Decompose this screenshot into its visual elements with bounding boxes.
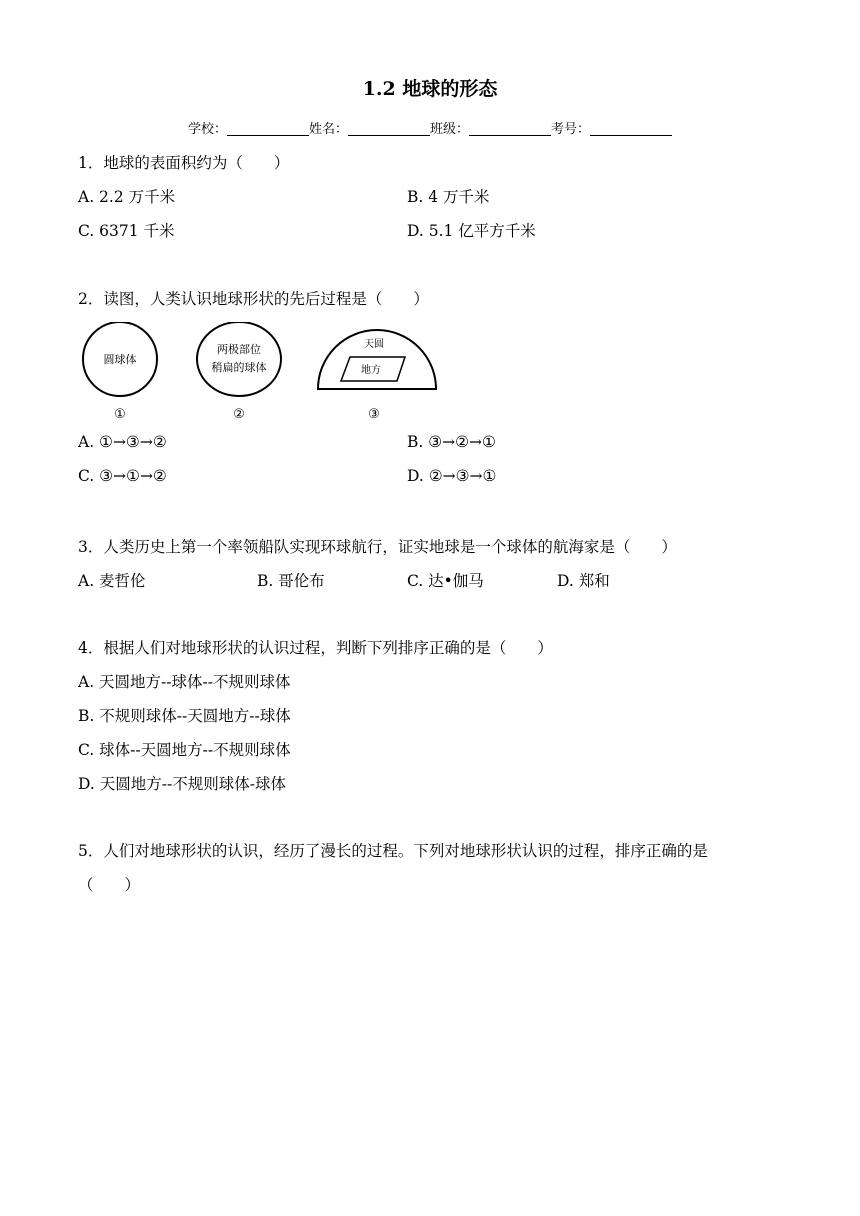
question-1-option-a[interactable]: A. 2.2 万千米 [78, 188, 176, 206]
question-4-option-d[interactable]: D. 天圆地方--不规则球体-球体 [78, 775, 286, 793]
earth-shape-diagram [78, 322, 448, 422]
question-3-option-b[interactable]: B. 哥伦布 [257, 572, 325, 590]
question-2-stem: 2．读图，人类认识地球形状的先后过程是（ ） [78, 290, 429, 308]
question-4-stem: 4．根据人们对地球形状的认识过程，判断下列排序正确的是（ ） [78, 639, 553, 657]
question-1-option-d[interactable]: D. 5.1 亿平方千米 [407, 222, 536, 240]
question-4-option-c[interactable]: C. 球体--天圆地方--不规则球体 [78, 741, 291, 759]
class-label: 班级： [430, 122, 470, 137]
question-1-stem: 1．地球的表面积约为（ ） [78, 154, 290, 172]
exam-number-label: 考号： [551, 122, 591, 137]
question-4-option-b[interactable]: B. 不规则球体--天圆地方--球体 [78, 707, 291, 725]
exam-number-blank[interactable] [590, 122, 672, 136]
oblate-label-line1: 两极部位 [217, 343, 261, 356]
question-3-option-a[interactable]: A. 麦哲伦 [78, 572, 146, 590]
name-blank[interactable] [348, 122, 430, 136]
question-2-option-a[interactable]: A. ①→③→② [78, 433, 167, 451]
question-4-option-a[interactable]: A. 天圆地方--球体--不规则球体 [78, 673, 291, 691]
oblate-sphere-shape [197, 322, 281, 396]
class-blank[interactable] [469, 122, 551, 136]
student-info-line [0, 118, 860, 137]
question-2-option-d[interactable]: D. ②→③→① [407, 467, 497, 485]
figure-label-1: ① [114, 407, 126, 422]
page-title: 1.2 地球的形态 [362, 78, 498, 100]
question-5-stem-line1: 5．人们对地球形状的认识，经历了漫长的过程。下列对地球形状认识的过程，排序正确的是 [78, 842, 708, 860]
earth-shape-figure [78, 322, 448, 422]
question-3-option-d[interactable]: D. 郑和 [557, 572, 610, 590]
question-3-stem: 3．人类历史上第一个率领船队实现环球航行，证实地球是一个球体的航海家是（ ） [78, 538, 677, 556]
oblate-label-line2: 稍扁的球体 [211, 361, 267, 374]
question-1-option-c[interactable]: C. 6371 千米 [78, 222, 175, 240]
question-2-option-b[interactable]: B. ③→②→① [407, 433, 496, 451]
sky-label: 天圆 [364, 339, 384, 350]
school-blank[interactable] [227, 122, 309, 136]
question-3-option-c[interactable]: C. 达•伽马 [407, 572, 484, 590]
earth-label: 地方 [361, 365, 381, 376]
question-2-option-c[interactable]: C. ③→①→② [78, 467, 167, 485]
sphere-label: 圆球体 [103, 353, 137, 366]
school-label: 学校： [187, 122, 227, 137]
question-5-stem-line2: （ ） [78, 876, 141, 894]
figure-label-3: ③ [368, 407, 380, 422]
name-label: 姓名： [308, 122, 348, 137]
question-1-option-b[interactable]: B. 4 万千米 [407, 188, 490, 206]
figure-label-2: ② [233, 407, 245, 422]
